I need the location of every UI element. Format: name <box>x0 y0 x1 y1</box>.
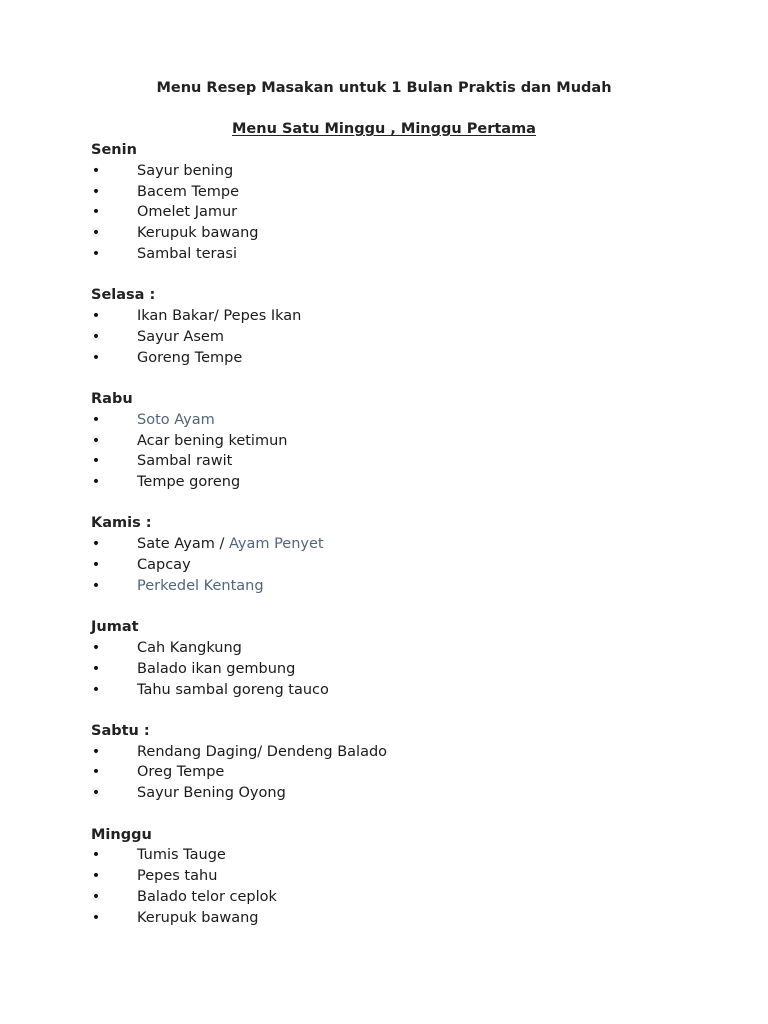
menu-item <box>91 202 731 223</box>
menu-item-text <box>137 576 264 597</box>
menu-item-label: Goreng Tempe <box>137 349 243 366</box>
menu-item <box>91 410 731 431</box>
menu-item-text <box>137 327 224 348</box>
bullet-icon: • <box>91 432 101 449</box>
menu-item-label: Oreg Tempe <box>137 764 225 781</box>
menu-item <box>91 327 731 348</box>
menu-item <box>91 161 731 182</box>
menu-item-text <box>137 223 259 244</box>
menu-item-label: Capcay <box>137 557 191 574</box>
bullet-icon: • <box>91 639 101 656</box>
bullet-icon: • <box>91 328 101 345</box>
menu-item <box>91 348 731 369</box>
day-heading: Senin <box>91 142 137 158</box>
menu-item <box>91 244 731 265</box>
bullet-icon: • <box>91 245 101 262</box>
document-subtitle: Menu Satu Minggu , Minggu Pertama <box>232 121 536 137</box>
menu-item-text <box>137 410 215 431</box>
day-heading: Kamis : <box>91 515 152 532</box>
menu-item-text <box>137 555 191 576</box>
day-section <box>91 825 731 929</box>
menu-item-link[interactable]: Soto Ayam <box>137 411 215 428</box>
day-section <box>91 140 731 265</box>
menu-item-label: Kerupuk bawang <box>137 225 259 242</box>
day-heading: Sabtu : <box>91 722 150 739</box>
bullet-icon: • <box>91 764 101 781</box>
menu-item-text <box>137 783 286 804</box>
menu-item-label: Ikan Bakar/ Pepes Ikan <box>137 308 302 325</box>
menu-item-label: Rendang Daging/ Dendeng Balado <box>137 743 388 760</box>
menu-item-text <box>137 431 287 452</box>
menu-item <box>91 451 731 472</box>
bullet-icon: • <box>91 785 101 802</box>
day-heading: Minggu <box>91 826 152 843</box>
menu-item-text <box>137 680 329 701</box>
menu-item-text <box>137 161 233 182</box>
menu-item-text <box>137 887 277 908</box>
bullet-icon: • <box>91 308 101 325</box>
day-section <box>91 389 731 493</box>
menu-item-text <box>137 306 301 327</box>
menu-item-text <box>137 742 387 763</box>
bullet-icon: • <box>91 577 101 594</box>
menu-item-label: Acar bening ketimun <box>137 432 288 449</box>
bullet-icon: • <box>91 888 101 905</box>
menu-item-text <box>137 534 324 555</box>
menu-item-label: Cah Kangkung <box>137 639 242 656</box>
menu-item-label: Sayur Asem <box>137 328 224 345</box>
menu-item-label: Bacem Tempe <box>137 183 240 200</box>
menu-item-text <box>137 472 240 493</box>
bullet-icon: • <box>91 183 101 200</box>
day-heading: Rabu <box>91 390 133 407</box>
menu-item-label: Balado ikan gembung <box>137 660 296 677</box>
bullet-icon: • <box>91 474 101 491</box>
menu-item-label: Tempe goreng <box>137 474 241 491</box>
menu-item-text <box>137 908 259 929</box>
day-heading: Jumat <box>91 619 139 636</box>
document-title: Menu Resep Masakan untuk 1 Bulan Praktis dan Mudah <box>156 80 612 96</box>
bullet-icon: • <box>91 162 101 179</box>
menu-item-label: Sate Ayam / <box>137 536 229 553</box>
bullet-icon: • <box>91 743 101 760</box>
day-heading: Selasa : <box>91 287 156 304</box>
menu-item <box>91 908 731 929</box>
menu-item-label: Balado telor ceplok <box>137 888 277 905</box>
menu-item <box>91 306 731 327</box>
day-section <box>91 513 731 596</box>
menu-item-text <box>137 845 226 866</box>
day-section <box>91 617 731 700</box>
menu-item-text <box>137 202 237 223</box>
bullet-icon: • <box>91 536 101 553</box>
bullet-icon: • <box>91 681 101 698</box>
menu-item-text <box>137 638 242 659</box>
menu-item <box>91 431 731 452</box>
menu-item <box>91 576 731 597</box>
bullet-icon: • <box>91 225 101 242</box>
bullet-icon: • <box>91 204 101 221</box>
menu-item-text <box>137 182 239 203</box>
bullet-icon: • <box>91 868 101 885</box>
menu-item <box>91 555 731 576</box>
menu-item <box>91 742 731 763</box>
menu-item <box>91 887 731 908</box>
menu-item <box>91 680 731 701</box>
menu-item <box>91 783 731 804</box>
day-section <box>91 721 731 804</box>
menu-item <box>91 762 731 783</box>
menu-item-label: Tumis Tauge <box>137 847 226 864</box>
menu-item <box>91 182 731 203</box>
menu-item-link[interactable]: Ayam Penyet <box>228 536 324 553</box>
menu-item-label: Sambal rawit <box>137 453 233 470</box>
menu-item <box>91 845 731 866</box>
menu-item-text <box>137 866 217 887</box>
bullet-icon: • <box>91 411 101 428</box>
menu-days <box>91 140 731 949</box>
menu-item-label: Kerupuk bawang <box>137 909 259 926</box>
menu-item-label: Pepes tahu <box>137 868 218 885</box>
menu-item-label: Sayur Bening Oyong <box>137 785 286 802</box>
menu-item-label: Sayur bening <box>137 162 234 179</box>
menu-item <box>91 534 731 555</box>
day-section <box>91 285 731 368</box>
menu-item-label: Tahu sambal goreng tauco <box>137 681 329 698</box>
menu-item <box>91 472 731 493</box>
menu-item <box>91 223 731 244</box>
bullet-icon: • <box>91 453 101 470</box>
menu-item-link[interactable]: Perkedel Kentang <box>137 577 264 594</box>
menu-item-text <box>137 451 232 472</box>
bullet-icon: • <box>91 349 101 366</box>
menu-item-text <box>137 659 295 680</box>
bullet-icon: • <box>91 660 101 677</box>
menu-item-text <box>137 348 242 369</box>
menu-item <box>91 638 731 659</box>
menu-item-label: Omelet Jamur <box>137 204 238 221</box>
menu-item <box>91 866 731 887</box>
menu-item-text <box>137 762 224 783</box>
bullet-icon: • <box>91 909 101 926</box>
menu-item-label: Sambal terasi <box>137 245 237 262</box>
bullet-icon: • <box>91 847 101 864</box>
menu-item <box>91 659 731 680</box>
bullet-icon: • <box>91 557 101 574</box>
menu-item-text <box>137 244 237 265</box>
